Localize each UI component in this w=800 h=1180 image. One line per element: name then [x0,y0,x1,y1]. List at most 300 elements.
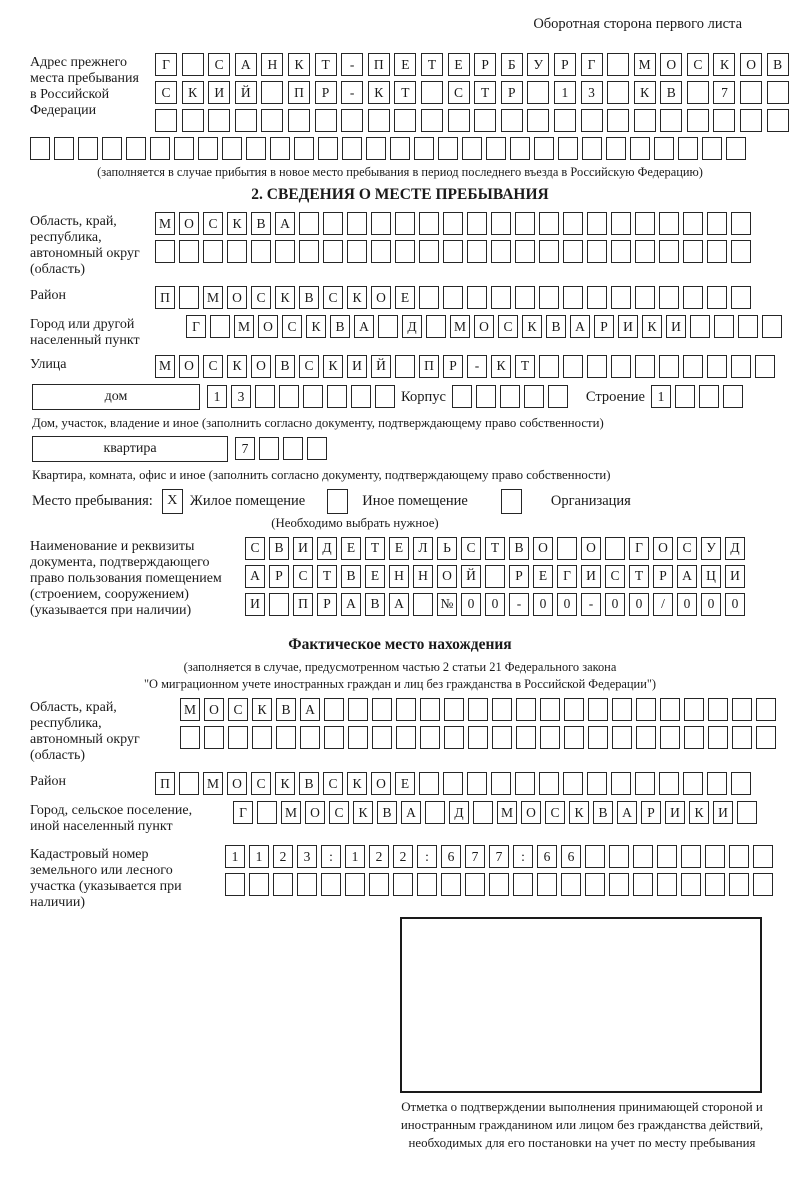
form-cell[interactable] [609,845,629,868]
form-cell[interactable] [150,137,170,160]
form-cell[interactable]: Р [269,565,289,588]
form-cell[interactable] [683,240,703,263]
form-cell[interactable]: К [275,772,295,795]
form-cell[interactable] [179,286,199,309]
form-cell[interactable] [515,772,535,795]
form-cell[interactable]: Д [449,801,469,824]
form-cell[interactable]: 6 [561,845,581,868]
form-cell[interactable]: К [347,286,367,309]
form-cell[interactable] [227,240,247,263]
form-cell[interactable] [208,109,230,132]
form-cell[interactable]: 6 [537,845,557,868]
form-cell[interactable]: - [341,53,363,76]
form-cell[interactable] [707,772,727,795]
form-cell[interactable] [633,845,653,868]
form-cell[interactable]: С [228,698,248,721]
form-cell[interactable] [515,212,535,235]
form-cell[interactable] [659,355,679,378]
form-cell[interactable]: С [461,537,481,560]
form-cell[interactable] [378,315,398,338]
form-cell[interactable] [582,137,602,160]
form-cell[interactable] [767,109,789,132]
checkbox-organizatsiya[interactable] [501,489,522,514]
form-cell[interactable] [690,315,710,338]
form-cell[interactable]: В [299,286,319,309]
form-cell[interactable]: Р [501,81,523,104]
form-cell[interactable]: Е [394,53,416,76]
form-cell[interactable]: С [208,53,230,76]
form-cell[interactable] [395,240,415,263]
form-cell[interactable] [444,698,464,721]
form-cell[interactable]: 1 [249,845,269,868]
form-cell[interactable]: Й [461,565,481,588]
form-cell[interactable] [368,109,390,132]
form-cell[interactable]: 0 [605,593,625,616]
form-cell[interactable] [279,385,299,408]
form-cell[interactable]: 7 [489,845,509,868]
form-cell[interactable] [468,698,488,721]
form-cell[interactable] [587,286,607,309]
form-cell[interactable] [299,240,319,263]
form-cell[interactable]: О [179,355,199,378]
form-cell[interactable] [588,726,608,749]
form-cell[interactable] [252,726,272,749]
form-cell[interactable]: П [288,81,310,104]
form-cell[interactable]: П [155,286,175,309]
form-cell[interactable]: М [450,315,470,338]
form-cell[interactable]: Р [474,53,496,76]
form-cell[interactable]: Р [509,565,529,588]
form-cell[interactable] [708,726,728,749]
form-cell[interactable]: Г [629,537,649,560]
form-cell[interactable] [300,726,320,749]
form-cell[interactable] [563,240,583,263]
form-cell[interactable]: Д [725,537,745,560]
form-cell[interactable] [539,772,559,795]
form-cell[interactable]: А [617,801,637,824]
form-cell[interactable]: О [371,286,391,309]
form-cell[interactable]: О [474,315,494,338]
form-cell[interactable] [731,212,751,235]
form-cell[interactable] [539,286,559,309]
form-cell[interactable] [126,137,146,160]
form-cell[interactable] [612,726,632,749]
form-cell[interactable] [561,873,581,896]
form-cell[interactable] [635,772,655,795]
form-cell[interactable] [753,845,773,868]
form-cell[interactable] [630,137,650,160]
form-cell[interactable]: К [353,801,373,824]
form-cell[interactable]: В [593,801,613,824]
form-cell[interactable]: С [329,801,349,824]
form-cell[interactable] [345,873,365,896]
form-cell[interactable] [324,698,344,721]
form-cell[interactable]: У [527,53,549,76]
form-cell[interactable]: В [660,81,682,104]
form-cell[interactable] [527,81,549,104]
form-cell[interactable] [587,212,607,235]
form-cell[interactable] [492,698,512,721]
form-cell[interactable]: О [437,565,457,588]
form-cell[interactable] [390,137,410,160]
form-cell[interactable]: К [252,698,272,721]
form-cell[interactable]: С [323,286,343,309]
form-cell[interactable]: М [155,355,175,378]
form-cell[interactable] [563,212,583,235]
form-cell[interactable]: О [660,53,682,76]
form-cell[interactable] [473,801,493,824]
form-cell[interactable]: Р [653,565,673,588]
form-cell[interactable] [636,726,656,749]
form-cell[interactable] [348,698,368,721]
form-cell[interactable]: К [288,53,310,76]
form-cell[interactable]: И [293,537,313,560]
form-cell[interactable]: А [245,565,265,588]
form-cell[interactable] [371,212,391,235]
form-cell[interactable]: М [203,772,223,795]
form-cell[interactable]: А [389,593,409,616]
form-cell[interactable]: С [677,537,697,560]
form-cell[interactable]: К [182,81,204,104]
form-cell[interactable]: В [269,537,289,560]
form-cell[interactable] [425,801,445,824]
form-cell[interactable]: К [689,801,709,824]
form-cell[interactable]: В [330,315,350,338]
form-cell[interactable]: О [258,315,278,338]
form-cell[interactable] [537,873,557,896]
form-cell[interactable] [419,772,439,795]
form-cell[interactable] [372,698,392,721]
form-cell[interactable] [299,212,319,235]
form-cell[interactable]: О [305,801,325,824]
form-cell[interactable]: : [513,845,533,868]
form-cell[interactable] [294,137,314,160]
form-cell[interactable] [756,698,776,721]
form-cell[interactable]: Р [554,53,576,76]
form-cell[interactable]: М [634,53,656,76]
form-cell[interactable]: М [203,286,223,309]
form-cell[interactable] [681,873,701,896]
form-cell[interactable] [235,109,257,132]
form-cell[interactable] [539,355,559,378]
form-cell[interactable] [102,137,122,160]
form-cell[interactable] [740,81,762,104]
form-cell[interactable]: С [203,355,223,378]
form-cell[interactable] [554,109,576,132]
form-cell[interactable]: К [569,801,589,824]
form-cell[interactable]: С [448,81,470,104]
form-cell[interactable] [228,726,248,749]
form-cell[interactable] [485,565,505,588]
form-cell[interactable] [729,845,749,868]
form-cell[interactable]: И [581,565,601,588]
form-cell[interactable]: И [618,315,638,338]
form-cell[interactable] [421,109,443,132]
form-cell[interactable] [548,385,568,408]
form-cell[interactable]: А [275,212,295,235]
form-cell[interactable] [419,286,439,309]
form-cell[interactable]: С [293,565,313,588]
form-cell[interactable]: А [300,698,320,721]
form-cell[interactable]: С [323,772,343,795]
form-cell[interactable] [634,109,656,132]
form-cell[interactable] [500,385,520,408]
form-cell[interactable] [347,212,367,235]
form-cell[interactable] [341,109,363,132]
form-cell[interactable] [660,726,680,749]
form-cell[interactable] [740,109,762,132]
form-cell[interactable] [732,698,752,721]
form-cell[interactable] [606,137,626,160]
form-cell[interactable] [297,873,317,896]
form-cell[interactable] [255,385,275,408]
form-cell[interactable]: В [276,698,296,721]
form-cell[interactable]: 0 [725,593,745,616]
form-cell[interactable] [540,698,560,721]
form-cell[interactable] [635,286,655,309]
form-cell[interactable] [78,137,98,160]
form-cell[interactable]: О [227,772,247,795]
form-cell[interactable] [633,873,653,896]
form-cell[interactable] [491,212,511,235]
form-cell[interactable]: В [299,772,319,795]
form-cell[interactable]: В [509,537,529,560]
form-cell[interactable] [417,873,437,896]
form-cell[interactable] [659,212,679,235]
form-cell[interactable] [395,355,415,378]
form-cell[interactable] [448,109,470,132]
form-cell[interactable]: П [293,593,313,616]
form-cell[interactable] [762,315,782,338]
form-cell[interactable] [443,286,463,309]
form-cell[interactable]: Г [557,565,577,588]
form-cell[interactable]: Г [186,315,206,338]
form-cell[interactable] [707,240,727,263]
form-cell[interactable]: И [208,81,230,104]
form-cell[interactable]: А [401,801,421,824]
form-cell[interactable] [198,137,218,160]
form-cell[interactable] [351,385,371,408]
form-cell[interactable] [755,355,775,378]
form-cell[interactable] [276,726,296,749]
form-cell[interactable]: Г [155,53,177,76]
form-cell[interactable]: П [419,355,439,378]
form-cell[interactable] [491,772,511,795]
form-cell[interactable] [564,698,584,721]
form-cell[interactable]: С [155,81,177,104]
form-cell[interactable] [675,385,695,408]
form-cell[interactable] [737,801,757,824]
form-cell[interactable] [635,212,655,235]
form-cell[interactable] [467,772,487,795]
form-cell[interactable] [713,109,735,132]
form-cell[interactable]: С [545,801,565,824]
form-cell[interactable] [395,212,415,235]
form-cell[interactable] [371,240,391,263]
form-cell[interactable] [635,355,655,378]
form-cell[interactable] [321,873,341,896]
form-cell[interactable] [465,873,485,896]
form-cell[interactable]: К [323,355,343,378]
form-cell[interactable] [375,385,395,408]
form-cell[interactable]: 1 [345,845,365,868]
form-cell[interactable] [683,286,703,309]
form-cell[interactable]: М [281,801,301,824]
form-cell[interactable] [54,137,74,160]
form-cell[interactable] [705,845,725,868]
form-cell[interactable] [731,286,751,309]
form-cell[interactable]: М [497,801,517,824]
form-cell[interactable]: 3 [231,385,251,408]
form-cell[interactable] [729,873,749,896]
form-cell[interactable] [510,137,530,160]
form-cell[interactable] [452,385,472,408]
form-cell[interactable] [609,873,629,896]
form-cell[interactable]: Т [315,53,337,76]
form-cell[interactable] [318,137,338,160]
form-cell[interactable]: 1 [207,385,227,408]
form-cell[interactable] [515,240,535,263]
form-cell[interactable]: 3 [297,845,317,868]
form-cell[interactable] [660,698,680,721]
form-cell[interactable] [659,286,679,309]
form-cell[interactable]: О [581,537,601,560]
form-cell[interactable]: В [546,315,566,338]
form-cell[interactable] [564,726,584,749]
form-cell[interactable] [476,385,496,408]
form-cell[interactable] [527,109,549,132]
form-cell[interactable]: 6 [441,845,461,868]
form-cell[interactable] [489,873,509,896]
form-cell[interactable] [467,286,487,309]
form-cell[interactable]: Н [413,565,433,588]
form-cell[interactable]: К [713,53,735,76]
form-cell[interactable]: Е [365,565,385,588]
form-cell[interactable]: К [347,772,367,795]
form-cell[interactable] [394,109,416,132]
form-cell[interactable] [563,355,583,378]
form-cell[interactable]: - [581,593,601,616]
form-cell[interactable] [327,385,347,408]
form-cell[interactable] [683,212,703,235]
form-cell[interactable] [588,698,608,721]
form-cell[interactable]: 0 [461,593,481,616]
form-cell[interactable] [705,873,725,896]
form-cell[interactable]: К [368,81,390,104]
form-cell[interactable]: С [251,286,271,309]
form-cell[interactable]: Е [341,537,361,560]
form-cell[interactable]: С [245,537,265,560]
form-cell[interactable] [726,137,746,160]
form-cell[interactable] [347,240,367,263]
form-cell[interactable] [396,698,416,721]
form-cell[interactable]: К [634,81,656,104]
form-cell[interactable]: К [522,315,542,338]
form-cell[interactable]: А [570,315,590,338]
form-cell[interactable] [438,137,458,160]
form-cell[interactable]: 0 [629,593,649,616]
form-cell[interactable] [273,873,293,896]
form-cell[interactable]: 0 [677,593,697,616]
form-cell[interactable]: Н [389,565,409,588]
form-cell[interactable]: Т [394,81,416,104]
form-cell[interactable] [524,385,544,408]
form-cell[interactable] [699,385,719,408]
form-cell[interactable] [707,286,727,309]
form-cell[interactable] [261,81,283,104]
form-cell[interactable]: О [521,801,541,824]
form-cell[interactable]: Б [501,53,523,76]
form-cell[interactable] [558,137,578,160]
form-cell[interactable]: И [665,801,685,824]
form-cell[interactable] [607,109,629,132]
form-cell[interactable] [443,212,463,235]
form-cell[interactable]: 0 [557,593,577,616]
form-cell[interactable] [180,726,200,749]
form-cell[interactable]: О [740,53,762,76]
form-cell[interactable] [467,212,487,235]
form-cell[interactable]: Т [365,537,385,560]
form-cell[interactable]: Т [474,81,496,104]
form-cell[interactable] [738,315,758,338]
form-cell[interactable] [636,698,656,721]
form-cell[interactable] [413,593,433,616]
form-cell[interactable] [420,698,440,721]
form-cell[interactable]: Ц [701,565,721,588]
form-cell[interactable] [753,873,773,896]
form-cell[interactable] [174,137,194,160]
form-cell[interactable]: В [377,801,397,824]
form-cell[interactable] [767,81,789,104]
form-cell[interactable] [348,726,368,749]
form-cell[interactable] [396,726,416,749]
form-cell[interactable] [366,137,386,160]
form-cell[interactable] [182,109,204,132]
form-cell[interactable] [225,873,245,896]
form-cell[interactable]: И [725,565,745,588]
form-cell[interactable] [707,355,727,378]
form-cell[interactable]: Й [371,355,391,378]
form-cell[interactable] [204,726,224,749]
form-cell[interactable] [585,873,605,896]
form-cell[interactable] [659,772,679,795]
form-cell[interactable] [731,355,751,378]
form-cell[interactable]: Л [413,537,433,560]
form-cell[interactable] [275,240,295,263]
form-cell[interactable]: С [687,53,709,76]
form-cell[interactable]: - [341,81,363,104]
form-cell[interactable] [687,109,709,132]
form-cell[interactable] [182,53,204,76]
form-cell[interactable]: А [354,315,374,338]
form-cell[interactable] [491,286,511,309]
form-cell[interactable] [303,385,323,408]
form-cell[interactable] [474,109,496,132]
form-cell[interactable] [587,355,607,378]
form-cell[interactable]: О [227,286,247,309]
form-cell[interactable] [393,873,413,896]
form-cell[interactable] [270,137,290,160]
form-cell[interactable] [420,726,440,749]
form-cell[interactable] [684,698,704,721]
form-cell[interactable]: Р [443,355,463,378]
form-cell[interactable] [259,437,279,460]
form-cell[interactable] [635,240,655,263]
form-cell[interactable]: Г [581,53,603,76]
form-cell[interactable]: 2 [393,845,413,868]
form-cell[interactable] [516,726,536,749]
form-cell[interactable] [468,726,488,749]
